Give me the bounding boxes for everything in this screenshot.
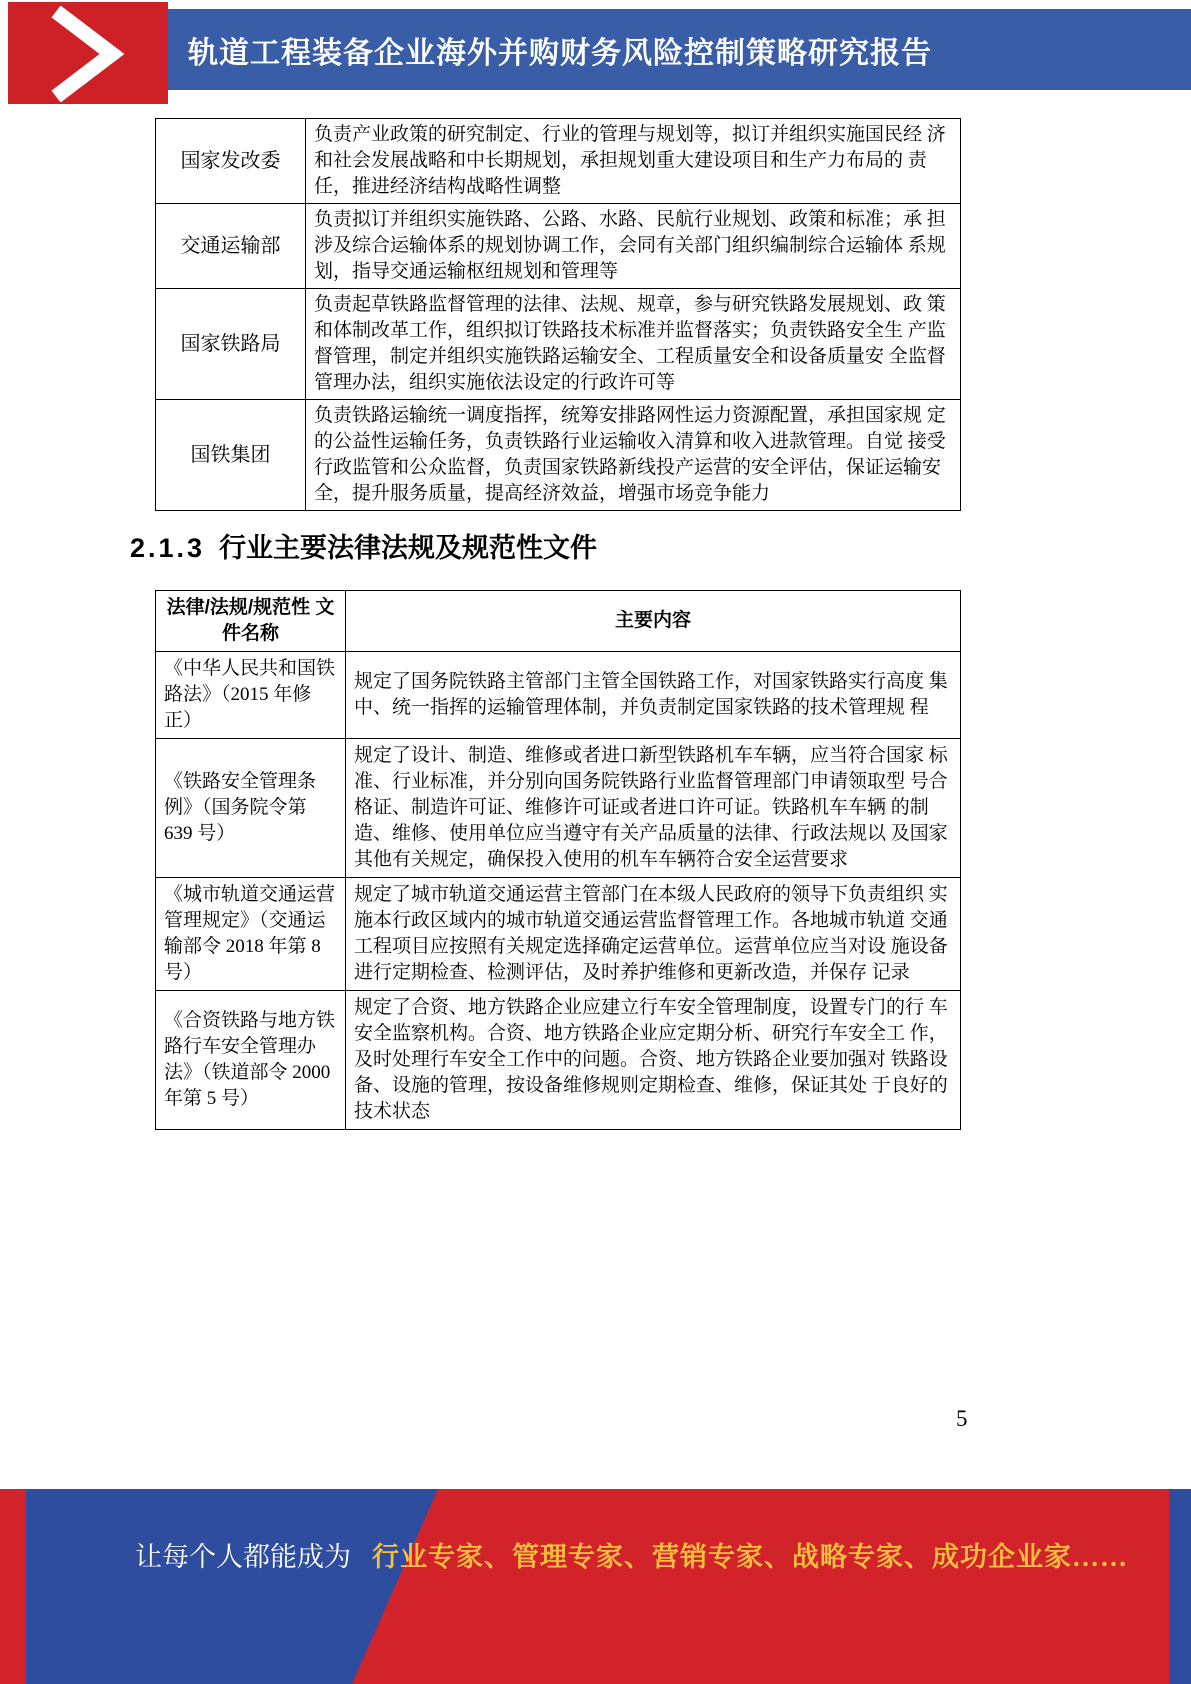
- agency-name: 国铁集团: [156, 400, 306, 511]
- table-row: [156, 119, 961, 204]
- header-accent-block: [8, 2, 168, 104]
- agency-name: 国家铁路局: [156, 289, 306, 400]
- section-heading: [130, 526, 597, 565]
- law-table: [155, 590, 961, 1130]
- table-row: [156, 991, 961, 1130]
- law-table-header-name: 法律/法规/规范性 文件名称: [156, 591, 346, 652]
- law-name: 《铁路安全管理条例》（国务院令第 639 号）: [156, 739, 346, 878]
- table-row: [156, 204, 961, 289]
- table-row: [156, 400, 961, 511]
- law-content: 规定了合资、地方铁路企业应建立行车安全管理制度，设置专门的行 车安全监察机构。合资、地方铁路企业应定期分析、研究行车安全工 作，及时处理行车安全工作中的问题。合资、地方铁路企业要加强对 铁路设备、设施的管理，按设备维修规则定期检查、维修，保证其处 于良好的技术状态: [346, 991, 961, 1130]
- law-name: 《合资铁路与地方铁路行车安全管理办法》（铁道部令 2000 年第 5 号）: [156, 991, 346, 1130]
- law-name: 《城市轨道交通运营管理规定》（交通运输部令 2018 年第 8 号）: [156, 878, 346, 991]
- agency-duty: 负责产业政策的研究制定、行业的管理与规划等，拟订并组织实施国民经 济和社会发展战略和中长期规划，承担规划重大建设项目和生产力布局的 责任，推进经济结构战略性调整: [306, 119, 961, 204]
- table-row: [156, 739, 961, 878]
- law-content: 规定了国务院铁路主管部门主管全国铁路工作，对国家铁路实行高度 集中、统一指挥的运输管理体制，并负责制定国家铁路的技术管理规 程: [346, 652, 961, 739]
- table-row: [156, 289, 961, 400]
- agency-name: 国家发改委: [156, 119, 306, 204]
- footer-slogan-right: 行业专家、管理专家、营销专家、战略专家、成功企业家……: [372, 1542, 1128, 1572]
- agency-duty: 负责起草铁路监督管理的法律、法规、规章，参与研究铁路发展规划、政 策和体制改革工作，组织拟订铁路技术标准并监督落实；负责铁路安全生 产监督管理，制定并组织实施铁路运输安全、工程质量安全和设备质量安 全监督管理办法，组织实施依法设定的行政许可等: [306, 289, 961, 400]
- footer-blue-panel: [0, 1489, 1191, 1684]
- law-table-header-content: 主要内容: [346, 591, 961, 652]
- law-content: 规定了设计、制造、维修或者进口新型铁路机车车辆，应当符合国家 标准、行业标准，并分别向国务院铁路行业监督管理部门申请领取型 号合格证、制造许可证、维修许可证或者进口许可证。铁路机车车辆 的制造、维修、使用单位应当遵守有关产品质量的法律、行政法规以 及国家其他有关规定，确保投入使用的机车车辆符合安全运营要求: [346, 739, 961, 878]
- agency-table: [155, 118, 961, 511]
- table-header-row: [156, 591, 961, 652]
- table-row: [156, 878, 961, 991]
- law-content: 规定了城市轨道交通运营主管部门在本级人民政府的领导下负责组织 实施本行政区域内的城市轨道交通运营监督管理工作。各地城市轨道 交通工程项目应按照有关规定选择确定运营单位。运营单位应当对设 施设备进行定期检查、检测评估，及时养护维修和更新改造，并保存 记录: [346, 878, 961, 991]
- section-number: 2.1.3: [130, 533, 206, 563]
- page-footer: [0, 1489, 1191, 1684]
- footer-slogan-left: 让每个人都能成为: [135, 1542, 351, 1572]
- agency-name: 交通运输部: [156, 204, 306, 289]
- agency-duty: 负责铁路运输统一调度指挥，统筹安排路网性运力资源配置，承担国家规 定的公益性运输任务，负责铁路行业运输收入清算和收入进款管理。自觉 接受行政监管和公众监督，负责国家铁路新线投产运营的安全评估，保证运输安全，提升服务质量，提高经济效益，增强市场竞争能力: [306, 400, 961, 511]
- section-title: 行业主要法律法规及规范性文件: [219, 533, 598, 563]
- chevron-right-icon: [38, 6, 138, 102]
- page-number: 5: [956, 1406, 968, 1431]
- table-row: [156, 652, 961, 739]
- report-title: 轨道工程装备企业海外并购财务风险控制策略研究报告: [188, 36, 932, 70]
- footer-right-strip: [1169, 1489, 1191, 1684]
- law-name: 《中华人民共和国铁路法》（2015 年修正）: [156, 652, 346, 739]
- agency-duty: 负责拟订并组织实施铁路、公路、水路、民航行业规划、政策和标准；承 担涉及综合运输体系的规划协调工作，会同有关部门组织编制综合运输体 系规划，指导交通运输枢纽规划和管理等: [306, 204, 961, 289]
